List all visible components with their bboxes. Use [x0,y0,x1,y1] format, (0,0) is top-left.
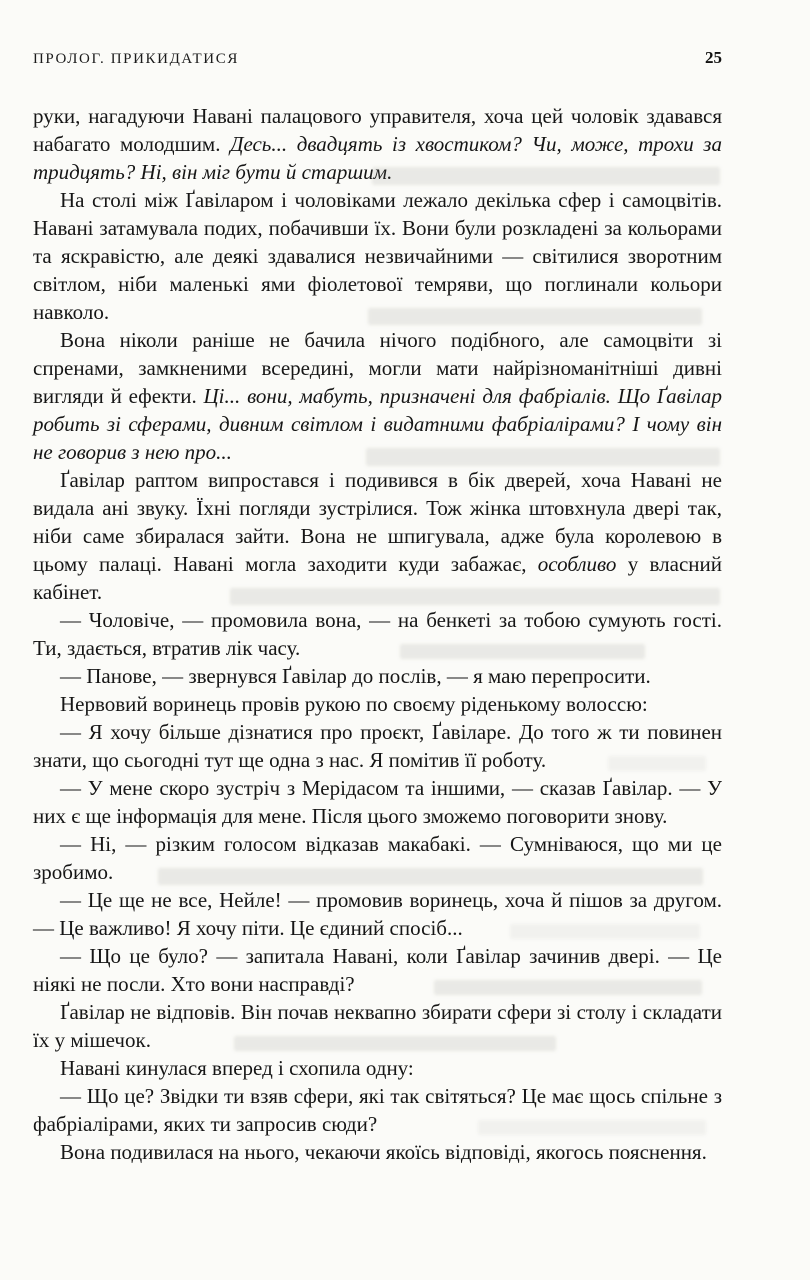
running-header [0,0,810,68]
text-segment: руки, нагадуючи Навані палацового управителя, хоча цей чоловік здавався набагато молодшим. [33,104,722,156]
running-title: ПРОЛОГ. ПРИКИДАТИСЯ [33,51,239,67]
paragraph [33,774,722,830]
text-segment: — Ні, — різким голосом відказав макабакі. — Сумніваюся, що ми це зробимо. [33,832,722,884]
text-segment: у власний кабінет. [33,552,722,604]
paragraph [33,606,722,662]
text-segment: особливо [537,552,617,576]
text-segment: — Це ще не все, Нейле! — промовив воринець, хоча й пішов за другом. — Це важливо! Я хочу піти. Це єдиний спосіб... [33,888,722,940]
paragraph [33,1082,722,1138]
text-segment: На столі між Ґавіларом і чоловіками лежало декілька сфер і самоцвітів. Навані затамувала подих, побачивши їх. Вони були розкладені за кольорами та яскравістю, але деякі здавалися незвичайними — світилися зворотним світлом, ніби маленькі ями фіолетової темряви, що поглинали кольори навколо. [33,188,722,324]
paragraph [33,942,722,998]
paragraph [33,326,722,466]
text-segment: — Чоловіче, — промовила вона, — на бенкеті за тобою сумують гості. Ти, здається, втратив лік часу. [33,608,722,660]
paragraph [33,662,722,690]
paragraph [33,466,722,606]
text-segment: Навані кинулася вперед і схопила одну: [60,1056,414,1080]
text-segment: — Що це? Звідки ти взяв сфери, які так світяться? Це має щось спільне з фабріалірами, яких ти запросив сюди? [33,1084,722,1136]
text-segment: Десь... двадцять із хвостиком? Чи, може, трохи за тридцять? Ні, він міг бути й старшим. [33,132,722,184]
text-segment: Вона подивилася на нього, чекаючи якоїсь відповіді, якогось пояснення. [60,1140,707,1164]
page-body [0,102,810,1166]
page-number: 25 [705,48,722,67]
paragraph [33,830,722,886]
paragraph [33,690,722,718]
paragraph [33,886,722,942]
paragraph [33,1054,722,1082]
text-segment: — Панове, — звернувся Ґавілар до послів, — я маю перепросити. [60,664,651,688]
paragraph [33,718,722,774]
text-segment: Ці... вони, мабуть, призначені для фабріалів. Що Ґавілар робить зі сферами, дивним світлом і видатними фабріалірами? І чому він не говорив з нею про... [33,384,722,464]
paragraph [33,1138,722,1166]
paragraph [33,186,722,326]
text-segment: Ґавілар раптом випростався і подивився в бік дверей, хоча Навані не видала ані звуку. Їхні погляди зустрілися. Тож жінка штовхнула двері так, ніби саме збиралася зайти. Вона не шпигувала, адже була королевою в цьому палаці. Навані могла заходити куди забажає, [33,468,722,576]
paragraph [33,102,722,186]
text-segment: Нервовий воринець провів рукою по своєму ріденькому волоссю: [60,692,648,716]
paragraph [33,998,722,1054]
text-segment: Вона ніколи раніше не бачила нічого подібного, але самоцвіти зі спренами, замкненими всередині, могли мати найрізноманітніші дивні вигляди й ефекти. [33,328,722,408]
text-segment: — Що це було? — запитала Навані, коли Ґавілар зачинив двері. — Це ніякі не посли. Хто вони насправді? [33,944,722,996]
text-segment: — У мене скоро зустріч з Мерідасом та іншими, — сказав Ґавілар. — У них є ще інформація для мене. Після цього зможемо поговорити знову. [33,776,722,828]
text-segment: Ґавілар не відповів. Він почав неквапно збирати сфери зі столу і складати їх у мішечок. [33,1000,722,1052]
text-segment: — Я хочу більше дізнатися про проєкт, Ґавіларе. До того ж ти повинен знати, що сьогодні тут ще одна з нас. Я помітив її роботу. [33,720,722,772]
